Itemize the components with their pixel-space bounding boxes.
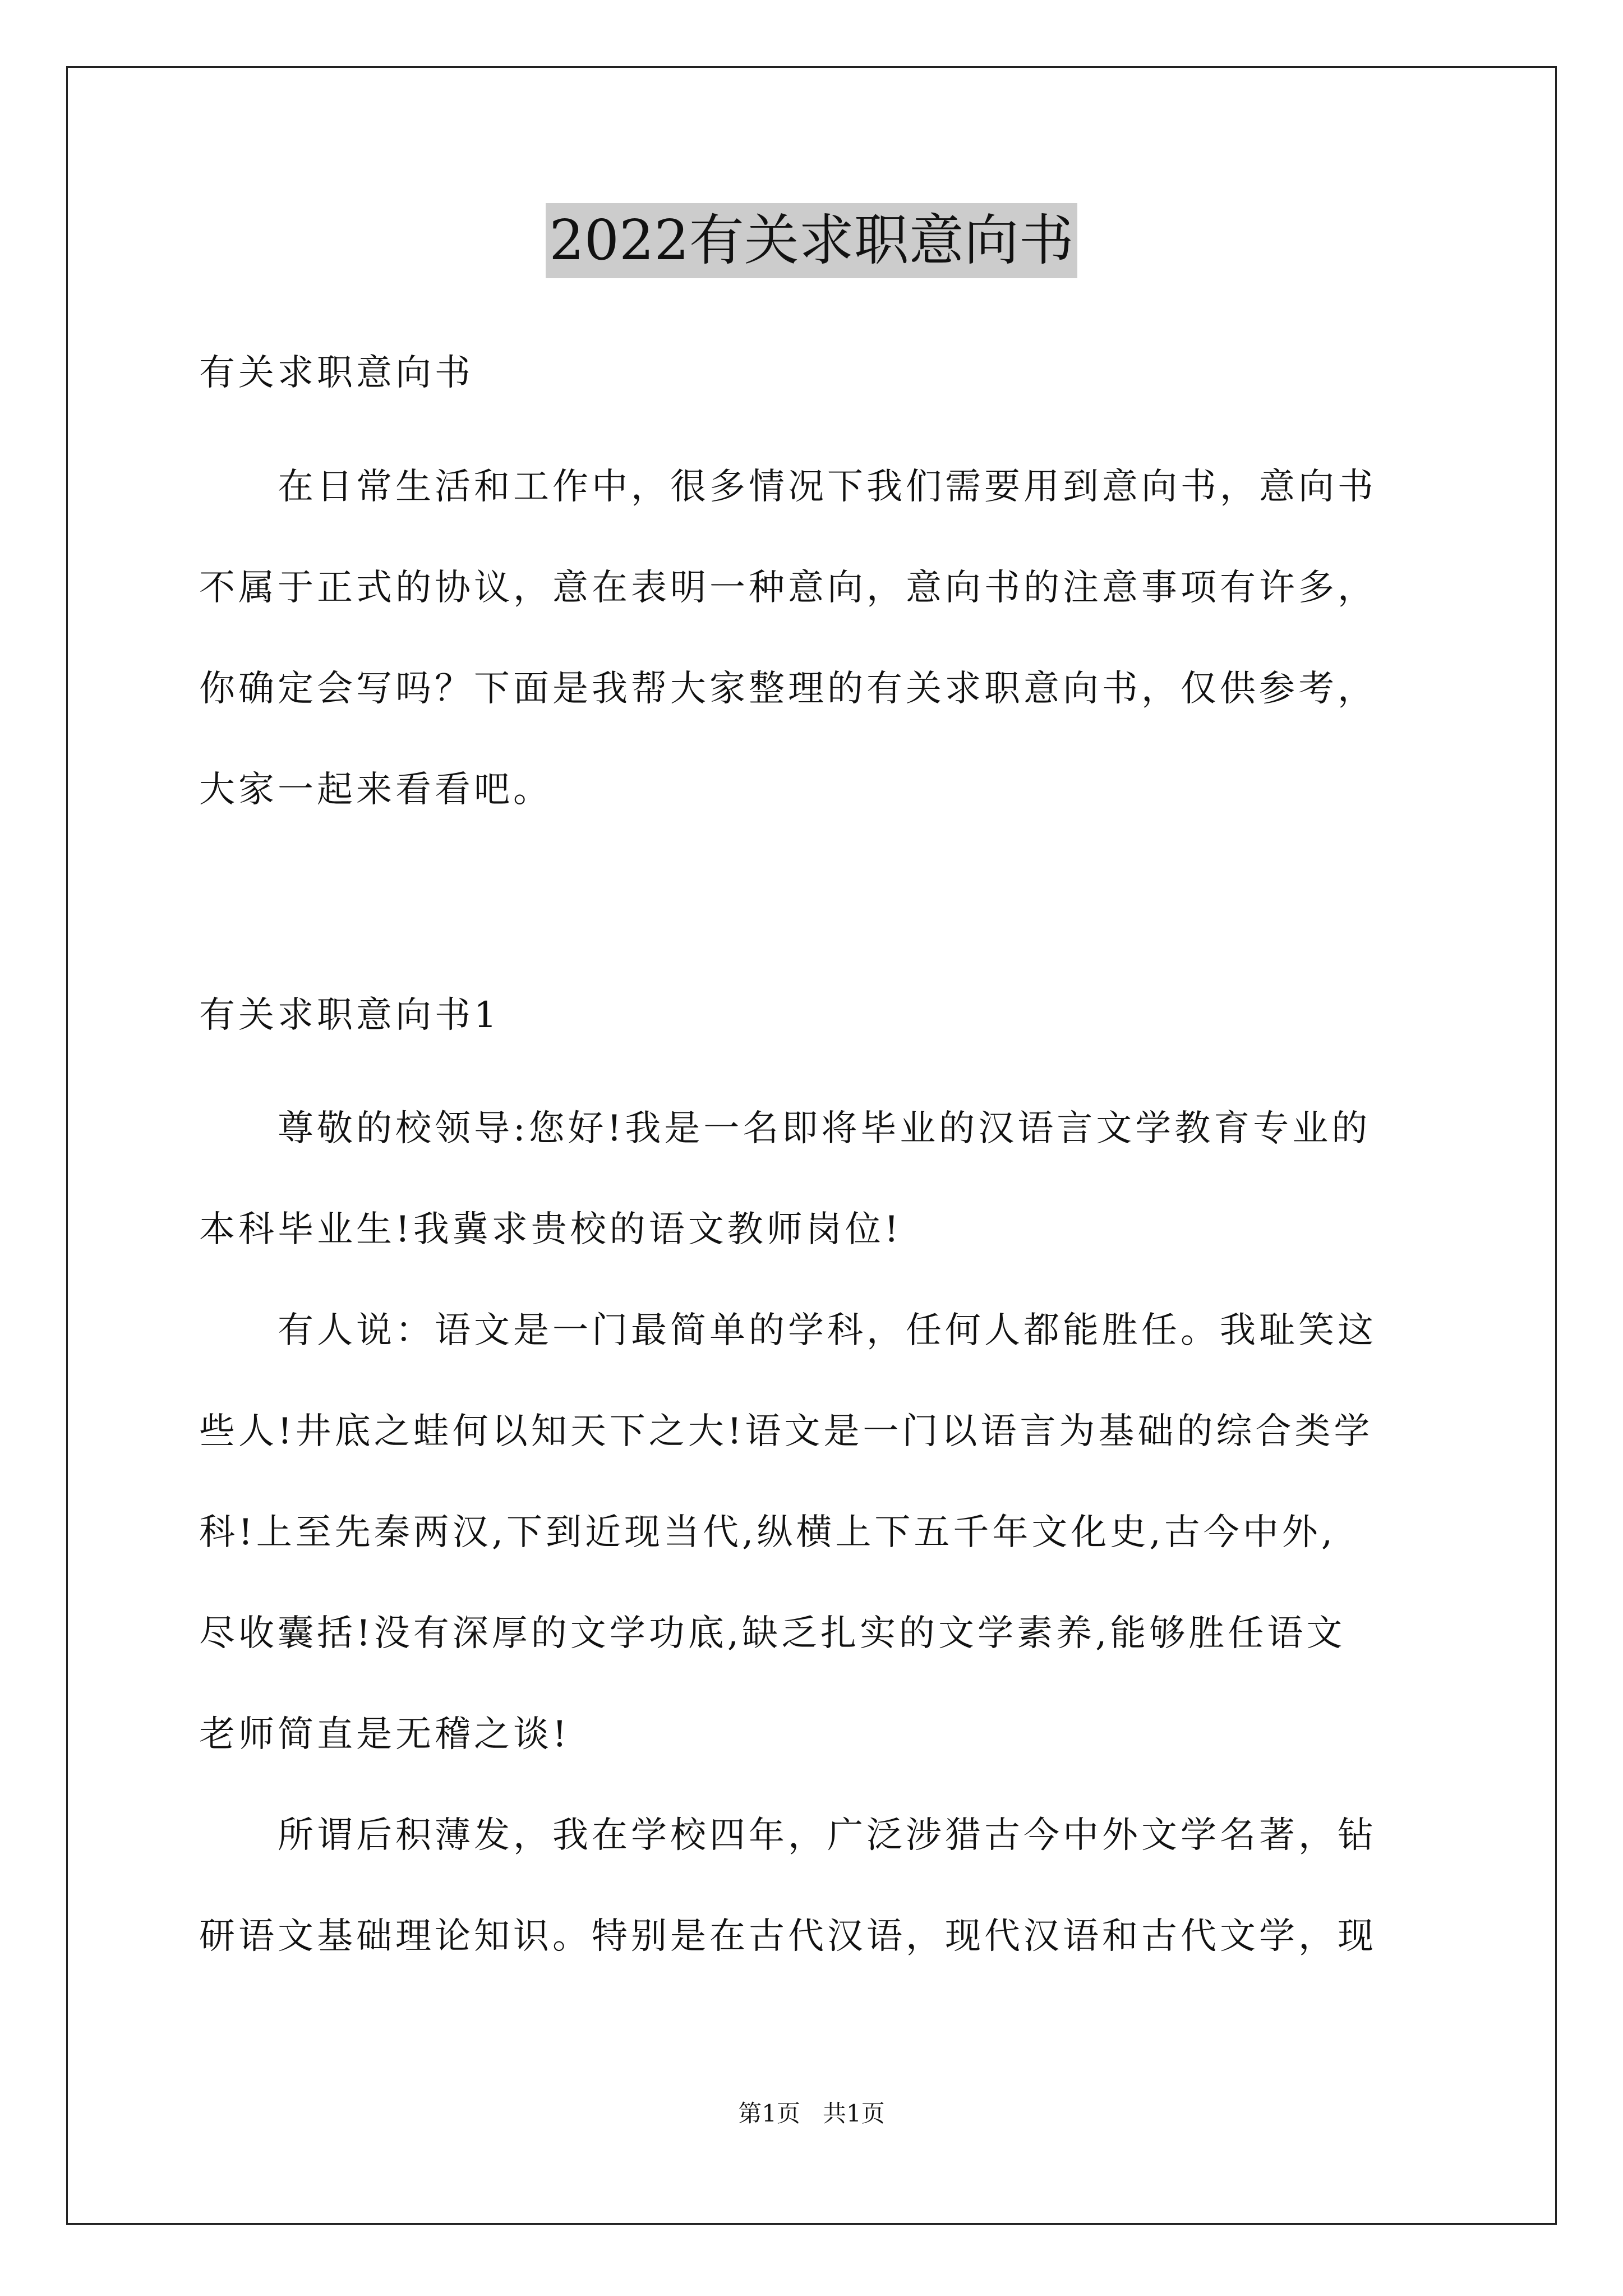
paragraph-line: 尽收囊括!没有深厚的文学功底,缺乏扎实的文学素养,能够胜任语文 [199, 1613, 1346, 1654]
paragraph-line: 大家一起来看看吧。 [199, 769, 552, 811]
page-footer: 第1页 共1页 [738, 2100, 885, 2127]
paragraph-line: 在日常生活和工作中，很多情况下我们需要用到意向书，意向书 [199, 466, 1377, 508]
paragraph-line: 你确定会写吗？下面是我帮大家整理的有关求职意向书，仅供参考， [199, 668, 1377, 710]
paragraph-line: 老师简直是无稽之谈! [199, 1714, 570, 1755]
paragraph-line: 尊敬的校领导:您好!我是一名即将毕业的汉语言文学教育专业的 [199, 1108, 1371, 1149]
section-heading: 有关求职意向书1 [199, 995, 500, 1036]
paragraph-line: 有人说：语文是一门最简单的学科，任何人都能胜任。我耻笑这 [199, 1310, 1377, 1351]
paragraph-line: 些人!井底之蛙何以知天下之大!语文是一门以语言为基础的综合类学 [199, 1411, 1373, 1452]
paragraph-line: 不属于正式的协议，意在表明一种意向，意向书的注意事项有许多， [199, 567, 1377, 609]
paragraph-line: 本科毕业生!我冀求贵校的语文教师岗位! [199, 1209, 902, 1250]
document-title-row [0, 203, 1623, 293]
document-title: 2022有关求职意向书 [546, 203, 1077, 278]
paragraph-line: 所谓后积薄发，我在学校四年，广泛涉猎古今中外文学名著，钻 [199, 1815, 1377, 1856]
paragraph-line: 科!上至先秦两汉,下到近现当代,纵横上下五千年文化史,古今中外, [199, 1512, 1336, 1553]
paragraph-line: 研语文基础理论知识。特别是在古代汉语，现代汉语和古代文学，现 [199, 1916, 1377, 1957]
section-heading: 有关求职意向书 [199, 352, 474, 394]
